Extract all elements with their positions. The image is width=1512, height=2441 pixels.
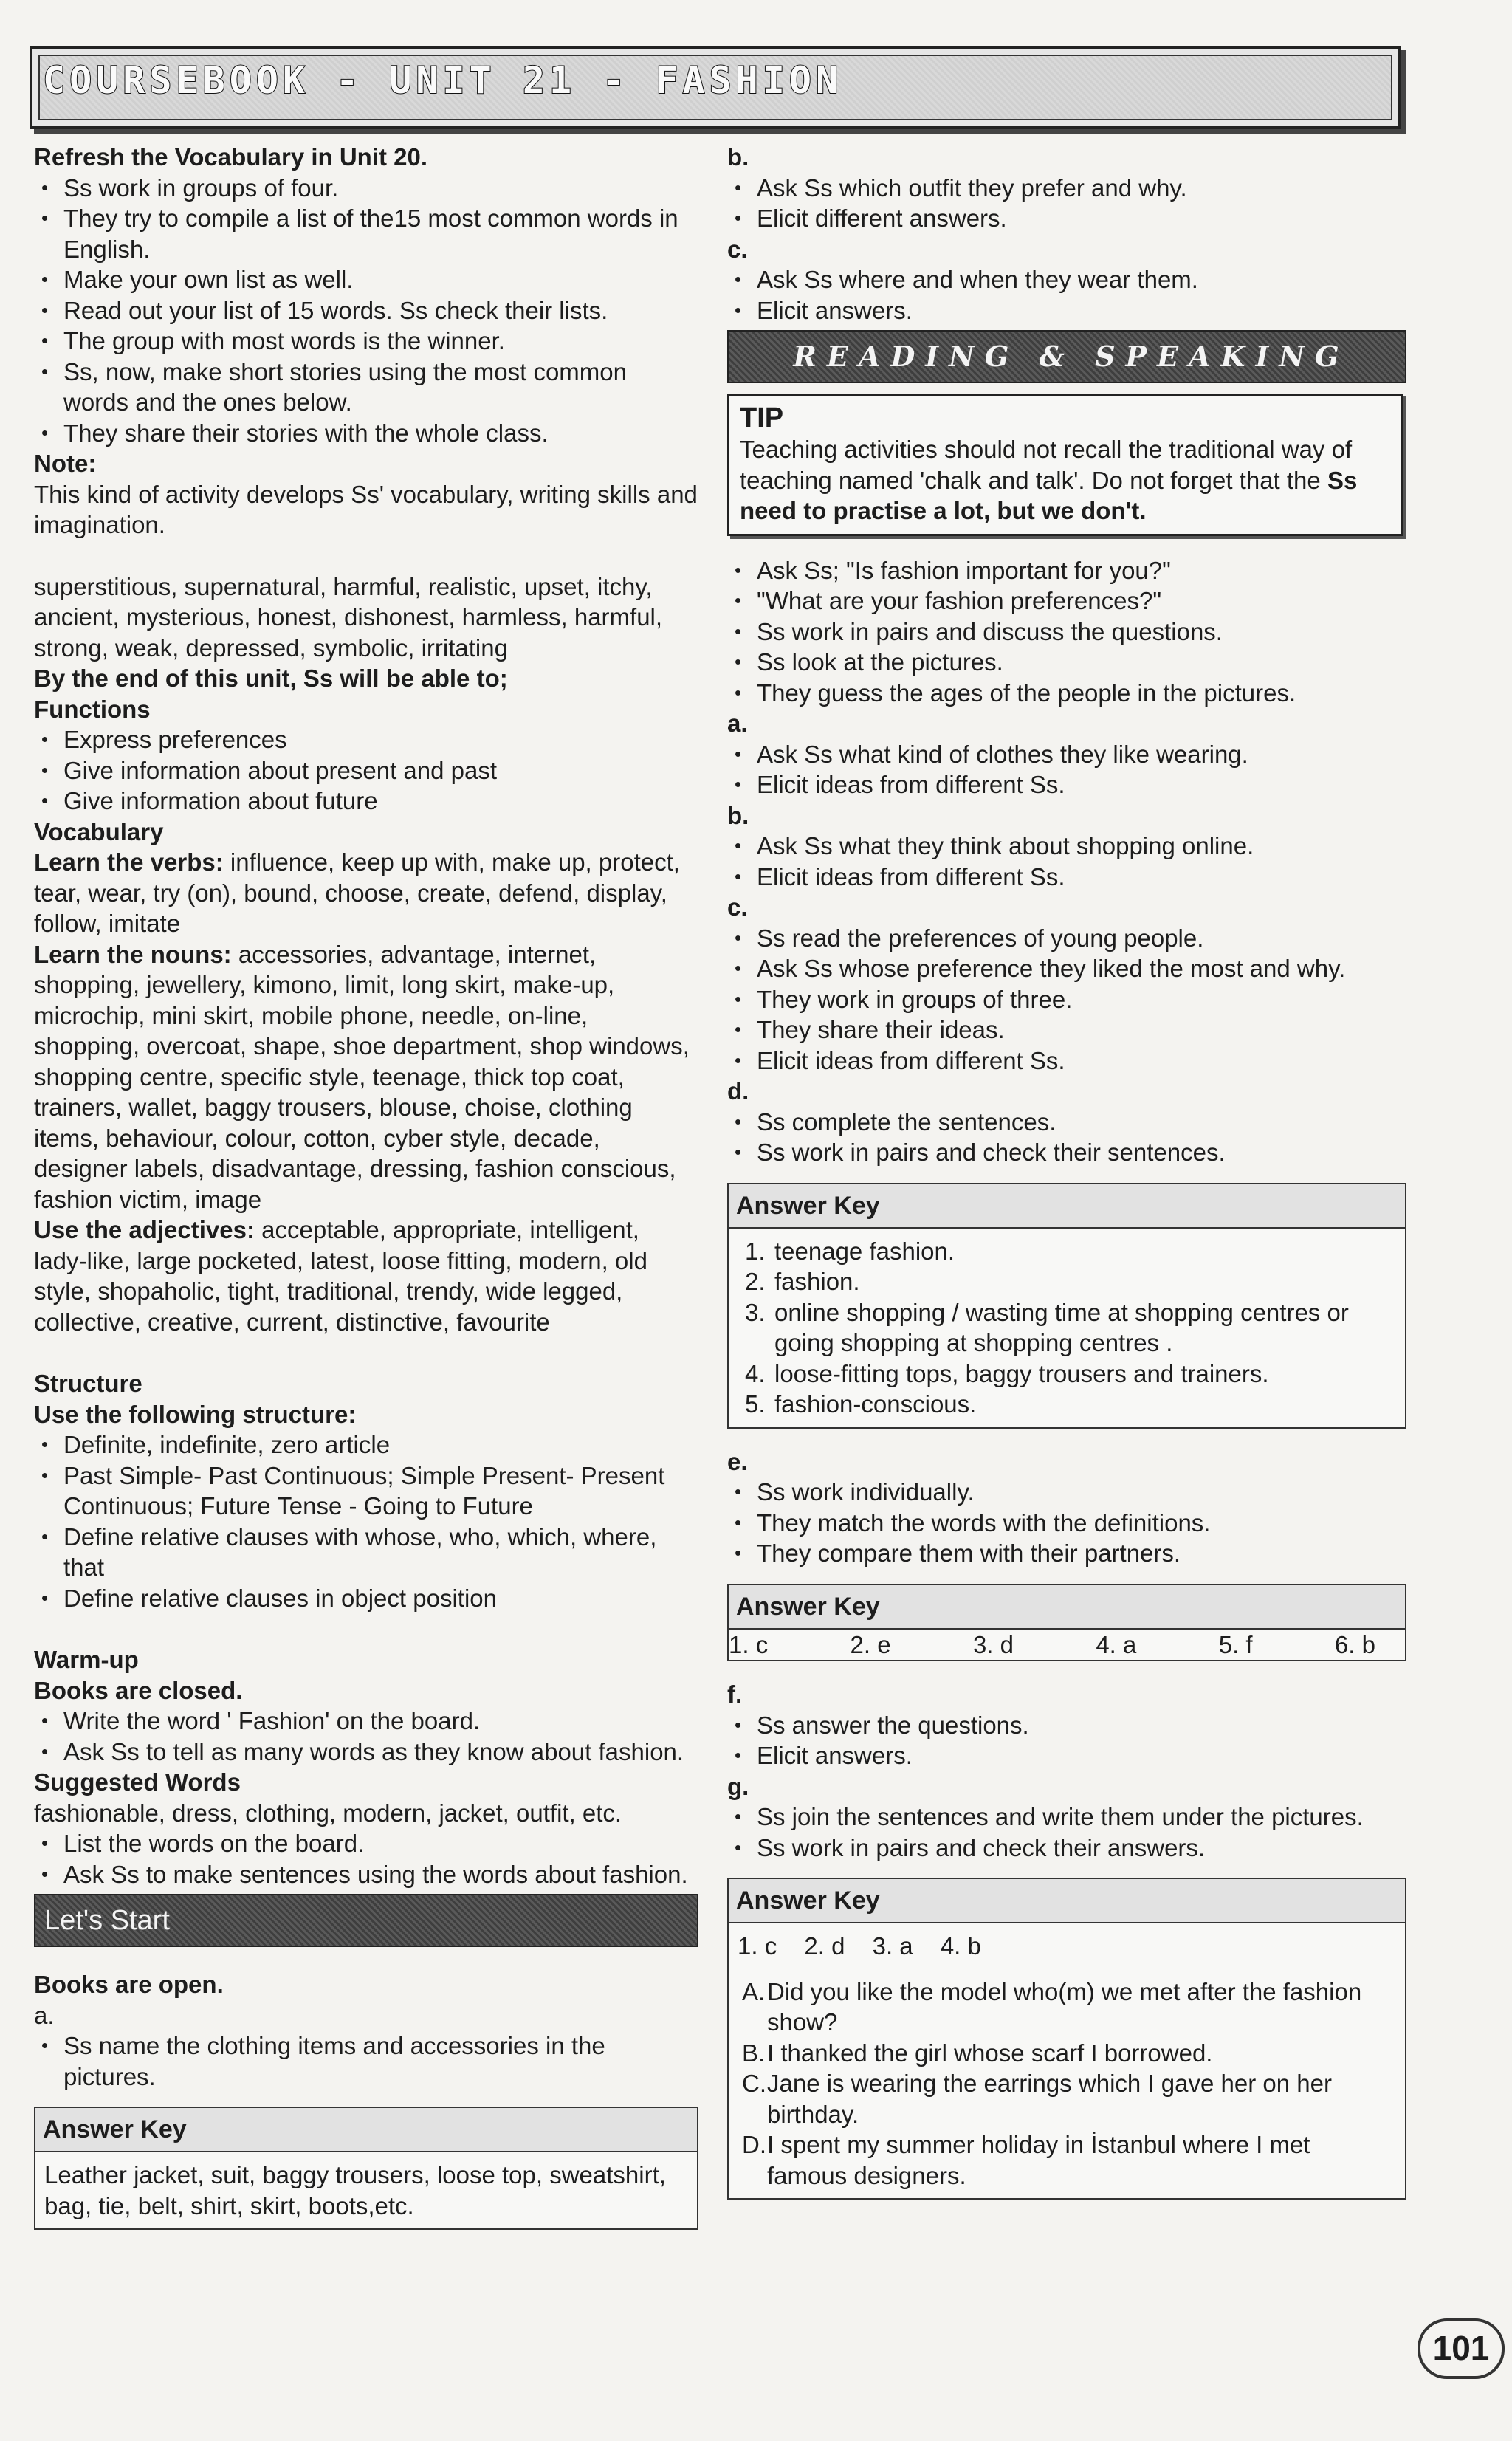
left-column: [34, 142, 698, 2248]
list-item: • Ss answer the questions.: [727, 1710, 1406, 1741]
list-item: • Ask Ss to make sentences using the words about fashion.: [34, 1859, 698, 1890]
list-item: • List the words on the board.: [34, 1828, 698, 1859]
list-item: • Elicit answers.: [727, 295, 1406, 326]
list-item: • Ss work individually.: [727, 1477, 1406, 1508]
verbs-label: Learn the verbs:: [34, 848, 224, 876]
section-g-label: g.: [727, 1772, 749, 1800]
list-item: • The group with most words is the winner.: [34, 326, 698, 357]
list-item: • Ask Ss where and when they wear them.: [727, 264, 1406, 295]
note-heading: Note:: [34, 450, 97, 477]
tip-text-bold: Ss need to practise a lot, but we don't.: [740, 466, 1358, 524]
answer-item: 2. d: [804, 1932, 845, 1960]
list-item: • Ss join the sentences and write them under the pictures.: [727, 1802, 1406, 1833]
list-item: B. I thanked the girl whose scarf I borrowed.: [742, 2039, 1213, 2067]
answer-key-box-1: [727, 1183, 1406, 1429]
list-item: • Ss work in pairs and discuss the questions.: [727, 617, 1406, 648]
adjectives-paragraph: [34, 1215, 698, 1337]
section-b-list: [727, 173, 1406, 234]
list-item: 2. fashion.: [745, 1268, 860, 1295]
page-number: 101: [1418, 2318, 1505, 2379]
section-d-list: [727, 1107, 1406, 1168]
refresh-heading: Refresh the Vocabulary in Unit 20.: [34, 143, 428, 171]
warmup-heading: Warm-up: [34, 1646, 139, 1673]
books-closed: Books are closed.: [34, 1676, 243, 1704]
list-item: • Ss look at the pictures.: [727, 647, 1406, 678]
answer-key-heading: Answer Key: [729, 1585, 1405, 1630]
structure-list: [34, 1429, 698, 1613]
section-a2-list: [727, 739, 1406, 800]
list-item: • Read out your list of 15 words. Ss check their lists.: [34, 295, 698, 326]
right-column: [727, 142, 1406, 2217]
list-item: • Elicit ideas from different Ss.: [727, 769, 1406, 800]
answer-sentences: [738, 1977, 1396, 2191]
list-item: • They compare them with their partners.: [727, 1538, 1406, 1569]
list-item: • Ask Ss whose preference they liked the most and why.: [727, 953, 1406, 984]
answer-item: 3. a: [872, 1932, 913, 1960]
list-item: • Ask Ss what they think about shopping online.: [727, 831, 1406, 862]
answer-item: 4. b: [940, 1932, 981, 1960]
warmup-list: [34, 1706, 698, 1767]
section-b2-label: b.: [727, 801, 749, 829]
list-item: • Ss, now, make short stories using the most common words and the ones below.: [34, 357, 698, 418]
list-item: • Ss work in pairs and check their sentences.: [727, 1137, 1406, 1168]
answer-item: 6. b: [1334, 1630, 1375, 1658]
list-item: • They share their ideas.: [727, 1014, 1406, 1046]
list-item: • Ss work in groups of four.: [34, 173, 698, 204]
functions-heading: Functions: [34, 695, 151, 723]
answer-key-box-3: [727, 1878, 1406, 2200]
nouns-label: Learn the nouns:: [34, 940, 232, 968]
verbs-paragraph: [34, 847, 698, 939]
answer-key-box-2: [727, 1584, 1406, 1662]
answer-item: 3. d: [972, 1630, 1014, 1658]
word-list: superstitious, supernatural, harmful, realistic, upset, itchy, ancient, mysterious, honest, dishonest, harmless, harmful, strong, weak, depressed, symbolic, irritating: [34, 572, 663, 662]
section-g-list: [727, 1802, 1406, 1863]
list-item: • Make your own list as well.: [34, 264, 698, 295]
answer-key-heading: Answer Key: [729, 1184, 1405, 1229]
list-item: • Elicit ideas from different Ss.: [727, 862, 1406, 893]
section-c2-list: [727, 923, 1406, 1077]
answer-key-row: [738, 1931, 1396, 1962]
lets-start-banner: Let's Start: [34, 1894, 698, 1947]
list-item: • Ask Ss to tell as many words as they know about fashion.: [34, 1737, 698, 1768]
section-c2-label: c.: [727, 893, 748, 921]
list-item: • Express preferences: [34, 724, 698, 755]
answer-item: 5. f: [1218, 1630, 1253, 1658]
list-item: • Write the word ' Fashion' on the board.: [34, 1706, 698, 1737]
list-item: • Define relative clauses with whose, who, which, where, that: [34, 1522, 698, 1583]
structure-subheading: Use the following structure:: [34, 1400, 357, 1428]
answer-item: 2. e: [850, 1630, 891, 1658]
adjectives-text: acceptable, appropriate, intelligent, lady-like, large pocketed, latest, loose fitting, modern, old style, shopaholic, tight, traditional, trendy, wide legged, collective, creative, current, distinctive, favourite: [34, 1216, 647, 1336]
list-item: • Past Simple- Past Continuous; Simple Present- Present Continuous; Future Tense - Going to Future: [34, 1460, 698, 1522]
list-item: • Ss work in pairs and check their answers.: [727, 1833, 1406, 1864]
tip-text: [740, 434, 1391, 526]
note-text: This kind of activity develops Ss' vocabulary, writing skills and imagination.: [34, 480, 698, 538]
nouns-text: accessories, advantage, internet, shopping, jewellery, kimono, limit, long skirt, make-up, microchip, mini skirt, mobile phone, needle, on-line, shopping, overcoat, shape, shoe department, shop windows, shopping centre, specific style, teenage, thick top coat, trainers, wallet, baggy trousers, blouse, choise, clothing items, behaviour, colour, cotton, cyber style, decade, designer labels, disadvantage, dressing, fashion conscious, fashion victim, image: [34, 940, 690, 1213]
by-end-heading: By the end of this unit, Ss will be able to;: [34, 665, 508, 692]
list-item: • Elicit ideas from different Ss.: [727, 1046, 1406, 1077]
list-item: • Ask Ss which outfit they prefer and why.: [727, 173, 1406, 204]
list-item: • They guess the ages of the people in the pictures.: [727, 678, 1406, 709]
list-item: • They share their stories with the whole class.: [34, 418, 698, 449]
answer-item: 1. c: [729, 1630, 769, 1658]
suggested-text: fashionable, dress, clothing, modern, jacket, outfit, etc.: [34, 1799, 622, 1827]
adjectives-label: Use the adjectives:: [34, 1216, 255, 1243]
intro-list: [727, 555, 1406, 709]
list-item: • They try to compile a list of the15 most common words in English.: [34, 203, 698, 264]
refresh-list: [34, 173, 698, 449]
structure-heading: Structure: [34, 1370, 142, 1397]
section-e-list: [727, 1477, 1406, 1569]
vocabulary-heading: Vocabulary: [34, 817, 164, 845]
tip-box: [727, 394, 1403, 536]
section-e-label: e.: [727, 1447, 748, 1475]
verbs-text: influence, keep up with, make up, protect, tear, wear, try (on), bound, choose, create, defend, display, follow, imitate: [34, 848, 680, 937]
list-item: • Ss read the preferences of young people.: [727, 923, 1406, 954]
list-item: 3. online shopping / wasting time at shopping centres or going shopping at shopping centres .: [745, 1298, 1349, 1356]
section-b-label: b.: [727, 143, 749, 171]
list-item: D. I spent my summer holiday in İstanbul where I met famous designers.: [742, 2131, 1310, 2189]
list-item: C. Jane is wearing the earrings which I gave her on her birthday.: [742, 2070, 1332, 2128]
list-item: • Give information about future: [34, 786, 698, 817]
answer-key-row: [729, 1630, 1405, 1661]
section-a2-label: a.: [727, 710, 748, 737]
list-item: • Ss complete the sentences.: [727, 1107, 1406, 1138]
answer-item: 1. c: [738, 1932, 777, 1960]
list-item: 1. teenage fashion.: [745, 1237, 955, 1265]
section-c-label: c.: [727, 235, 748, 263]
tip-title: TIP: [740, 402, 784, 433]
functions-list: [34, 724, 698, 817]
reading-speaking-banner: READING & SPEAKING: [727, 330, 1406, 383]
answer-key-heading: Answer Key: [729, 1879, 1405, 1923]
list-item: • "What are your fashion preferences?": [727, 586, 1406, 617]
answer-key-body: [729, 1923, 1405, 2198]
answer-key-body: [729, 1229, 1405, 1427]
answer-key-box: [34, 2107, 698, 2230]
suggested-heading: Suggested Words: [34, 1768, 241, 1796]
list-item: • Ask Ss; "Is fashion important for you?": [727, 555, 1406, 586]
answer-item: 4. a: [1096, 1630, 1137, 1658]
unit-header: [30, 46, 1401, 129]
list-item: • Elicit answers.: [727, 1740, 1406, 1771]
answer-key-text: Leather jacket, suit, baggy trousers, loose top, sweatshirt, bag, tie, belt, shirt, skirt, boots,etc.: [44, 2161, 666, 2219]
list-item: A. Did you like the model who(m) we met after the fashion show?: [742, 1977, 1362, 2036]
books-open: Books are open.: [34, 1971, 224, 1998]
list-item: 5. fashion-conscious.: [745, 1390, 977, 1418]
suggested-list: [34, 1828, 698, 1889]
section-f-list: [727, 1710, 1406, 1771]
list-item: • They work in groups of three.: [727, 984, 1406, 1015]
list-item: • Elicit different answers.: [727, 203, 1406, 234]
list-item: • They match the words with the definitions.: [727, 1508, 1406, 1539]
section-d-label: d.: [727, 1077, 749, 1105]
list-item: • Definite, indefinite, zero article: [34, 1429, 698, 1460]
list-item: 4. loose-fitting tops, baggy trousers and trainers.: [745, 1359, 1269, 1387]
unit-header-title: COURSEBOOK - UNIT 21 - FASHION: [43, 59, 843, 102]
list-item: • Ask Ss what kind of clothes they like wearing.: [727, 739, 1406, 770]
list-item: • Ss name the clothing items and accessories in the pictures.: [34, 2030, 698, 2092]
section-a-list: [34, 2030, 698, 2092]
section-b2-list: [727, 831, 1406, 892]
answer-key-heading: Answer Key: [35, 2108, 697, 2152]
nouns-paragraph: [34, 939, 698, 1215]
tip-text-main: Teaching activities should not recall the traditional way of teaching named 'chalk and talk'. Do not forget that the: [740, 436, 1353, 494]
section-a-label: a.: [34, 2001, 55, 2029]
list-item: • Define relative clauses in object position: [34, 1583, 698, 1614]
section-f-label: f.: [727, 1680, 743, 1708]
answer-key-list: [738, 1236, 1396, 1420]
list-item: • Give information about present and past: [34, 755, 698, 786]
section-c-list: [727, 264, 1406, 326]
